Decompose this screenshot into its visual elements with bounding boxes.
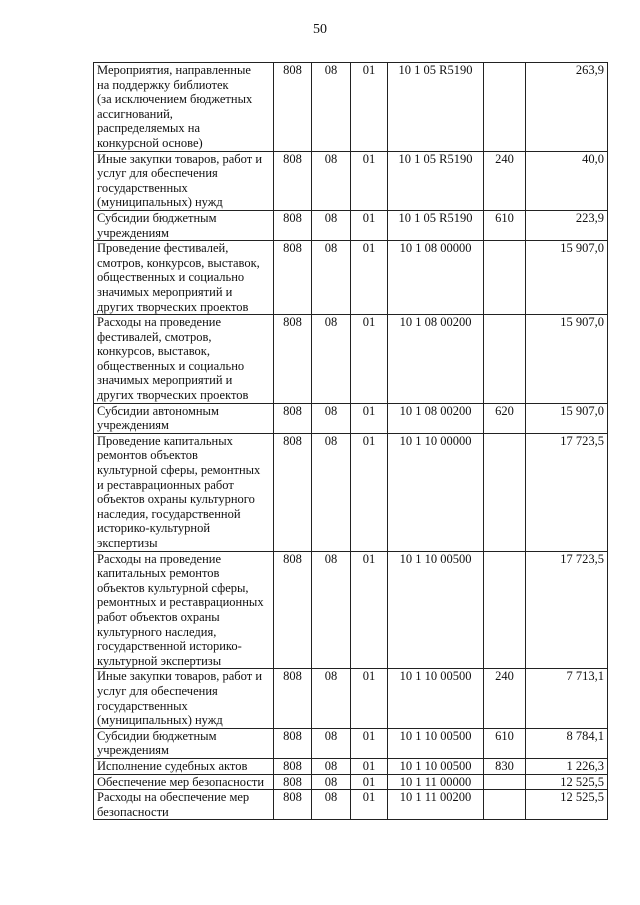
amount: 17 723,5 — [526, 551, 608, 669]
row-name-line: Проведение капитальных — [97, 433, 233, 448]
budget-table — [93, 62, 608, 820]
subsection-code: 01 — [351, 433, 388, 551]
target-article-code: 10 1 08 00200 — [388, 315, 484, 404]
row-name-line: Обеспечение мер безопасности — [97, 774, 265, 789]
row-name-line: государственной историко- — [97, 639, 242, 654]
table-row — [94, 433, 608, 551]
table-row — [94, 758, 608, 774]
row-name-line: смотров, конкурсов, выставок, — [97, 255, 260, 270]
grbs-code: 808 — [274, 790, 312, 820]
row-name-line: общественных и социально — [97, 270, 245, 285]
expense-type-code: 240 — [484, 669, 526, 728]
row-name-line: учреждениям — [97, 418, 169, 433]
section-code: 08 — [312, 151, 351, 210]
row-name — [94, 551, 274, 669]
row-name — [94, 790, 274, 820]
row-name-line: Иные закупки товаров, работ и — [97, 151, 263, 166]
row-name-line: (муниципальных) нужд — [97, 195, 223, 210]
row-name — [94, 63, 274, 152]
table-row — [94, 774, 608, 790]
grbs-code: 808 — [274, 774, 312, 790]
row-name — [94, 315, 274, 404]
row-name — [94, 433, 274, 551]
amount: 15 907,0 — [526, 403, 608, 433]
amount: 7 713,1 — [526, 669, 608, 728]
row-name-line: Расходы на обеспечение мер — [97, 790, 250, 805]
target-article-code: 10 1 05 R5190 — [388, 210, 484, 240]
row-name-line: и реставрационных работ — [97, 477, 234, 492]
subsection-code: 01 — [351, 63, 388, 152]
row-name-line: наследия, государственной — [97, 506, 241, 521]
row-name-line: учреждениям — [97, 743, 169, 758]
row-name-line: объектов культурной сферы, — [97, 580, 249, 595]
subsection-code: 01 — [351, 315, 388, 404]
subsection-code: 01 — [351, 551, 388, 669]
expense-type-code — [484, 551, 526, 669]
grbs-code: 808 — [274, 433, 312, 551]
row-name-line: Субсидии бюджетным — [97, 210, 217, 225]
target-article-code: 10 1 05 R5190 — [388, 63, 484, 152]
amount: 15 907,0 — [526, 241, 608, 315]
expense-type-code — [484, 433, 526, 551]
row-name-line: экспертизы — [97, 536, 158, 550]
row-name-line: распределяемых на — [97, 121, 201, 136]
row-name — [94, 669, 274, 728]
row-name-line: культурного наследия, — [97, 624, 217, 639]
section-code: 08 — [312, 210, 351, 240]
grbs-code: 808 — [274, 669, 312, 728]
subsection-code: 01 — [351, 758, 388, 774]
row-name-line: Расходы на проведение — [97, 551, 222, 566]
target-article-code: 10 1 10 00500 — [388, 551, 484, 669]
expense-type-code: 240 — [484, 151, 526, 210]
section-code: 08 — [312, 63, 351, 152]
grbs-code: 808 — [274, 315, 312, 404]
target-article-code: 10 1 11 00000 — [388, 774, 484, 790]
row-name-line: учреждениям — [97, 225, 169, 240]
row-name-line: Субсидии бюджетным — [97, 728, 217, 743]
row-name-line: услуг для обеспечения — [97, 166, 218, 181]
row-name-line: общественных и социально — [97, 358, 245, 373]
subsection-code: 01 — [351, 151, 388, 210]
row-name — [94, 151, 274, 210]
row-name — [94, 403, 274, 433]
subsection-code: 01 — [351, 669, 388, 728]
table-row — [94, 241, 608, 315]
row-name-line: историко-культурной — [97, 521, 211, 536]
grbs-code: 808 — [274, 151, 312, 210]
target-article-code: 10 1 05 R5190 — [388, 151, 484, 210]
expense-type-code — [484, 790, 526, 820]
target-article-code: 10 1 11 00200 — [388, 790, 484, 820]
row-name-line: культурной экспертизы — [97, 653, 222, 668]
amount: 1 226,3 — [526, 758, 608, 774]
target-article-code: 10 1 10 00500 — [388, 728, 484, 758]
row-name-line: Расходы на проведение — [97, 315, 222, 330]
subsection-code: 01 — [351, 728, 388, 758]
row-name-line: государственных — [97, 698, 188, 713]
target-article-code: 10 1 10 00000 — [388, 433, 484, 551]
grbs-code: 808 — [274, 551, 312, 669]
subsection-code: 01 — [351, 403, 388, 433]
target-article-code: 10 1 08 00000 — [388, 241, 484, 315]
subsection-code: 01 — [351, 210, 388, 240]
table-row — [94, 669, 608, 728]
table-row — [94, 63, 608, 152]
grbs-code: 808 — [274, 210, 312, 240]
budget-table-body — [94, 63, 608, 820]
row-name-line: культурной сферы, ремонтных — [97, 463, 261, 478]
subsection-code: 01 — [351, 774, 388, 790]
row-name-line: Мероприятия, направленные — [97, 63, 251, 77]
expense-type-code: 620 — [484, 403, 526, 433]
grbs-code: 808 — [274, 403, 312, 433]
expense-type-code: 610 — [484, 210, 526, 240]
expense-type-code: 610 — [484, 728, 526, 758]
row-name-line: ремонтных и реставрационных — [97, 595, 264, 610]
section-code: 08 — [312, 241, 351, 315]
table-row — [94, 790, 608, 820]
row-name — [94, 210, 274, 240]
grbs-code: 808 — [274, 758, 312, 774]
amount: 263,9 — [526, 63, 608, 152]
row-name-line: ремонтов объектов — [97, 448, 198, 463]
target-article-code: 10 1 10 00500 — [388, 758, 484, 774]
section-code: 08 — [312, 433, 351, 551]
row-name-line: услуг для обеспечения — [97, 683, 218, 698]
row-name — [94, 728, 274, 758]
row-name-line: других творческих проектов — [97, 388, 249, 403]
row-name — [94, 774, 274, 790]
expense-type-code — [484, 315, 526, 404]
section-code: 08 — [312, 551, 351, 669]
table-row — [94, 210, 608, 240]
target-article-code: 10 1 08 00200 — [388, 403, 484, 433]
grbs-code: 808 — [274, 728, 312, 758]
expense-type-code — [484, 241, 526, 315]
row-name-line: значимых мероприятий и — [97, 284, 233, 299]
row-name-line: капитальных ремонтов — [97, 566, 220, 581]
subsection-code: 01 — [351, 241, 388, 315]
row-name — [94, 758, 274, 774]
subsection-code: 01 — [351, 790, 388, 820]
section-code: 08 — [312, 790, 351, 820]
expense-type-code: 830 — [484, 758, 526, 774]
table-row — [94, 728, 608, 758]
row-name-line: объектов охраны культурного — [97, 492, 255, 507]
row-name-line: Проведение фестивалей, — [97, 241, 229, 256]
page-number: 50 — [313, 22, 327, 37]
section-code: 08 — [312, 758, 351, 774]
row-name-line: безопасности — [97, 804, 169, 819]
target-article-code: 10 1 10 00500 — [388, 669, 484, 728]
section-code: 08 — [312, 315, 351, 404]
row-name-line: ассигнований, — [97, 106, 173, 121]
amount: 223,9 — [526, 210, 608, 240]
row-name — [94, 241, 274, 315]
amount: 40,0 — [526, 151, 608, 210]
amount: 12 525,5 — [526, 790, 608, 820]
section-code: 08 — [312, 403, 351, 433]
amount: 12 525,5 — [526, 774, 608, 790]
row-name-line: конкурсов, выставок, — [97, 344, 211, 359]
table-row — [94, 403, 608, 433]
table-row — [94, 151, 608, 210]
grbs-code: 808 — [274, 241, 312, 315]
row-name-line: Иные закупки товаров, работ и — [97, 669, 263, 684]
row-name-line: значимых мероприятий и — [97, 373, 233, 388]
row-name-line: работ объектов охраны — [97, 609, 220, 624]
section-code: 08 — [312, 774, 351, 790]
row-name-line: Субсидии автономным — [97, 403, 219, 418]
amount: 8 784,1 — [526, 728, 608, 758]
row-name-line: конкурсной основе) — [97, 135, 203, 150]
section-code: 08 — [312, 728, 351, 758]
amount: 17 723,5 — [526, 433, 608, 551]
row-name-line: государственных — [97, 180, 188, 195]
row-name-line: (муниципальных) нужд — [97, 713, 223, 728]
row-name-line: других творческих проектов — [97, 299, 249, 314]
expense-type-code — [484, 63, 526, 152]
row-name-line: Исполнение судебных актов — [97, 758, 248, 773]
amount: 15 907,0 — [526, 315, 608, 404]
row-name-line: на поддержку библиотек — [97, 77, 229, 92]
section-code: 08 — [312, 669, 351, 728]
table-row — [94, 551, 608, 669]
expense-type-code — [484, 774, 526, 790]
grbs-code: 808 — [274, 63, 312, 152]
table-row — [94, 315, 608, 404]
row-name-line: (за исключением бюджетных — [97, 92, 253, 107]
row-name-line: фестивалей, смотров, — [97, 329, 212, 344]
